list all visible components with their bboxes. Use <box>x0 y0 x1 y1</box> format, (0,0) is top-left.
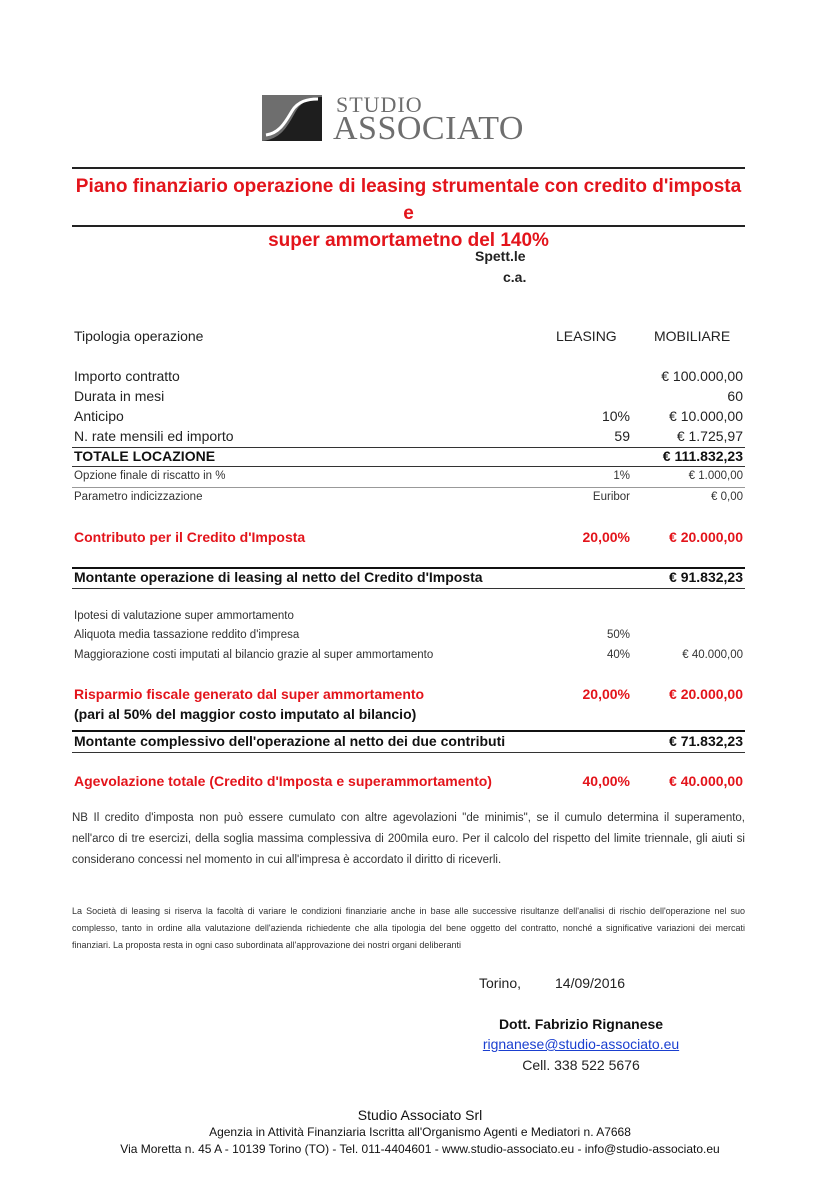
credito-percent: 20,00% <box>582 529 630 545</box>
durata-label: Durata in mesi <box>74 388 165 404</box>
title-line-2: super ammortametno del 140% <box>268 230 549 251</box>
divider <box>72 487 745 488</box>
document-title <box>72 173 745 254</box>
opzione-percent: 1% <box>613 470 630 482</box>
parametro-label: Parametro indicizzazione <box>74 491 203 503</box>
risparmio-sub-label: (pari al 50% del maggior costo imputato al bilancio) <box>74 706 417 722</box>
divider <box>72 588 745 589</box>
rate-label: N. rate mensili ed importo <box>74 428 234 444</box>
footer-registration: Agenzia in Attività Finanziaria Iscritta all'Organismo Agenti e Mediatori n. A7668 <box>209 1125 631 1139</box>
aliquota-row <box>72 629 745 649</box>
risparmio-value: € 20.000,00 <box>669 686 743 702</box>
importo-label: Importo contratto <box>74 368 180 384</box>
divider <box>72 752 745 753</box>
anticipo-value: € 10.000,00 <box>669 408 743 424</box>
credito-label: Contributo per il Credito d'Imposta <box>74 529 306 545</box>
logo-text-studio: STUDIO <box>336 92 423 117</box>
montante-complessivo-label: Montante complessivo dell'operazione al netto dei due contributi <box>74 733 506 749</box>
totale-value: € 111.832,23 <box>662 448 743 464</box>
montante-netto-value: € 91.832,23 <box>669 569 743 585</box>
montante-netto-row <box>72 569 745 589</box>
importo-row <box>72 368 745 388</box>
divider <box>72 466 745 467</box>
rate-count: 59 <box>614 428 630 444</box>
opzione-value: € 1.000,00 <box>688 470 743 482</box>
durata-value: 60 <box>727 388 743 404</box>
anticipo-row <box>72 408 745 428</box>
credito-row <box>72 529 745 549</box>
operation-type-label: Tipologia operazione <box>74 328 204 344</box>
risparmio-sub-row <box>72 706 745 726</box>
agevolazione-percent: 40,00% <box>582 773 630 789</box>
parametro-index: Euribor <box>592 491 630 503</box>
parametro-value: € 0,00 <box>711 491 743 503</box>
montante-complessivo-value: € 71.832,23 <box>669 733 743 749</box>
ipotesi-row <box>72 610 745 630</box>
opzione-label: Opzione finale di riscatto in % <box>74 470 226 482</box>
aliquota-label: Aliquota media tassazione reddito d'impresa <box>74 629 300 641</box>
signature-date: 14/09/2016 <box>555 975 626 991</box>
footer-contacts: Via Moretta n. 45 A - 10139 Torino (TO) - Tel. 011-4404601 - www.studio-associato.eu - info@studio-associato.eu <box>120 1142 720 1156</box>
agevolazione-label: Agevolazione totale (Credito d'Imposta e superammortamento) <box>74 773 492 789</box>
maggiorazione-percent: 40% <box>606 649 630 661</box>
anticipo-label: Anticipo <box>74 408 124 424</box>
agevolazione-value: € 40.000,00 <box>669 773 743 789</box>
totale-row <box>72 448 745 468</box>
totale-label: TOTALE LOCAZIONE <box>74 448 216 464</box>
signer-phone: Cell. 338 522 5676 <box>522 1057 640 1073</box>
credito-value: € 20.000,00 <box>669 529 743 545</box>
studio-associato-logo-icon <box>262 95 322 141</box>
title-line-1: Piano finanziario operazione di leasing strumentale con credito d'imposta e <box>75 176 742 224</box>
anticipo-percent: 10% <box>601 408 630 424</box>
agevolazione-row <box>72 773 745 793</box>
logo-text-associato: ASSOCIATO <box>333 110 524 147</box>
ipotesi-label: Ipotesi di valutazione super ammortamento <box>74 610 294 622</box>
title-top-rule <box>72 167 745 169</box>
operation-type-leasing: LEASING <box>556 328 617 344</box>
addressee-spett: Spett.le <box>475 248 526 264</box>
maggiorazione-row <box>72 649 745 669</box>
maggiorazione-value: € 40.000,00 <box>682 649 743 661</box>
importo-value: € 100.000,00 <box>661 368 743 384</box>
montante-netto-label: Montante operazione di leasing al netto del Credito d'Imposta <box>74 569 483 585</box>
signature-place: Torino, <box>479 975 522 991</box>
maggiorazione-label: Maggiorazione costi imputati al bilancio grazie al super ammortamento <box>74 649 434 661</box>
operation-type-row <box>72 328 745 348</box>
risparmio-row <box>72 686 745 706</box>
nb-note: NB Il credito d'imposta non può essere cumulato con altre agevolazioni "de minimis", se il cumulo determina il superamento, nell'arco di tre esercizi, della soglia massima complessiva di 200mila euro. Per il calcolo del rispetto del limite triennale, gli aiuti si considerano concessi nel momento in cui all'impresa è accordato il diritto di riceverli. <box>72 812 745 866</box>
title-bottom-rule <box>72 225 745 227</box>
disclaimer-fine-print: La Società di leasing si riserva la facoltà di variare le condizioni finanziarie anche in base alle successive risultanze dell'analisi di rischio dell'operazione nel suo complesso, tanto in ordine alla valutazione dell'azienda richiedente che alla tipologia del bene oggetto del contratto, nonché a significative variazioni dei mercati finanziari. La proposta resta in ogni caso subordinata all'approvazione dei nostri organi deliberanti <box>72 906 745 950</box>
footer-company: Studio Associato Srl <box>357 1107 483 1123</box>
addressee-ca: c.a. <box>503 269 527 285</box>
operation-type-mobiliare: MOBILIARE <box>654 328 731 344</box>
rate-value: € 1.725,97 <box>676 428 743 444</box>
aliquota-percent: 50% <box>606 629 630 641</box>
montante-complessivo-row <box>72 733 745 753</box>
durata-row <box>72 388 745 408</box>
parametro-row <box>72 491 745 511</box>
rate-row <box>72 428 745 448</box>
divider <box>72 730 745 732</box>
signer-email-link[interactable]: rignanese@studio-associato.eu <box>482 1036 680 1052</box>
risparmio-label: Risparmio fiscale generato dal super ammortamento <box>74 686 425 702</box>
risparmio-percent: 20,00% <box>582 686 630 702</box>
signer-name: Dott. Fabrizio Rignanese <box>498 1016 664 1032</box>
